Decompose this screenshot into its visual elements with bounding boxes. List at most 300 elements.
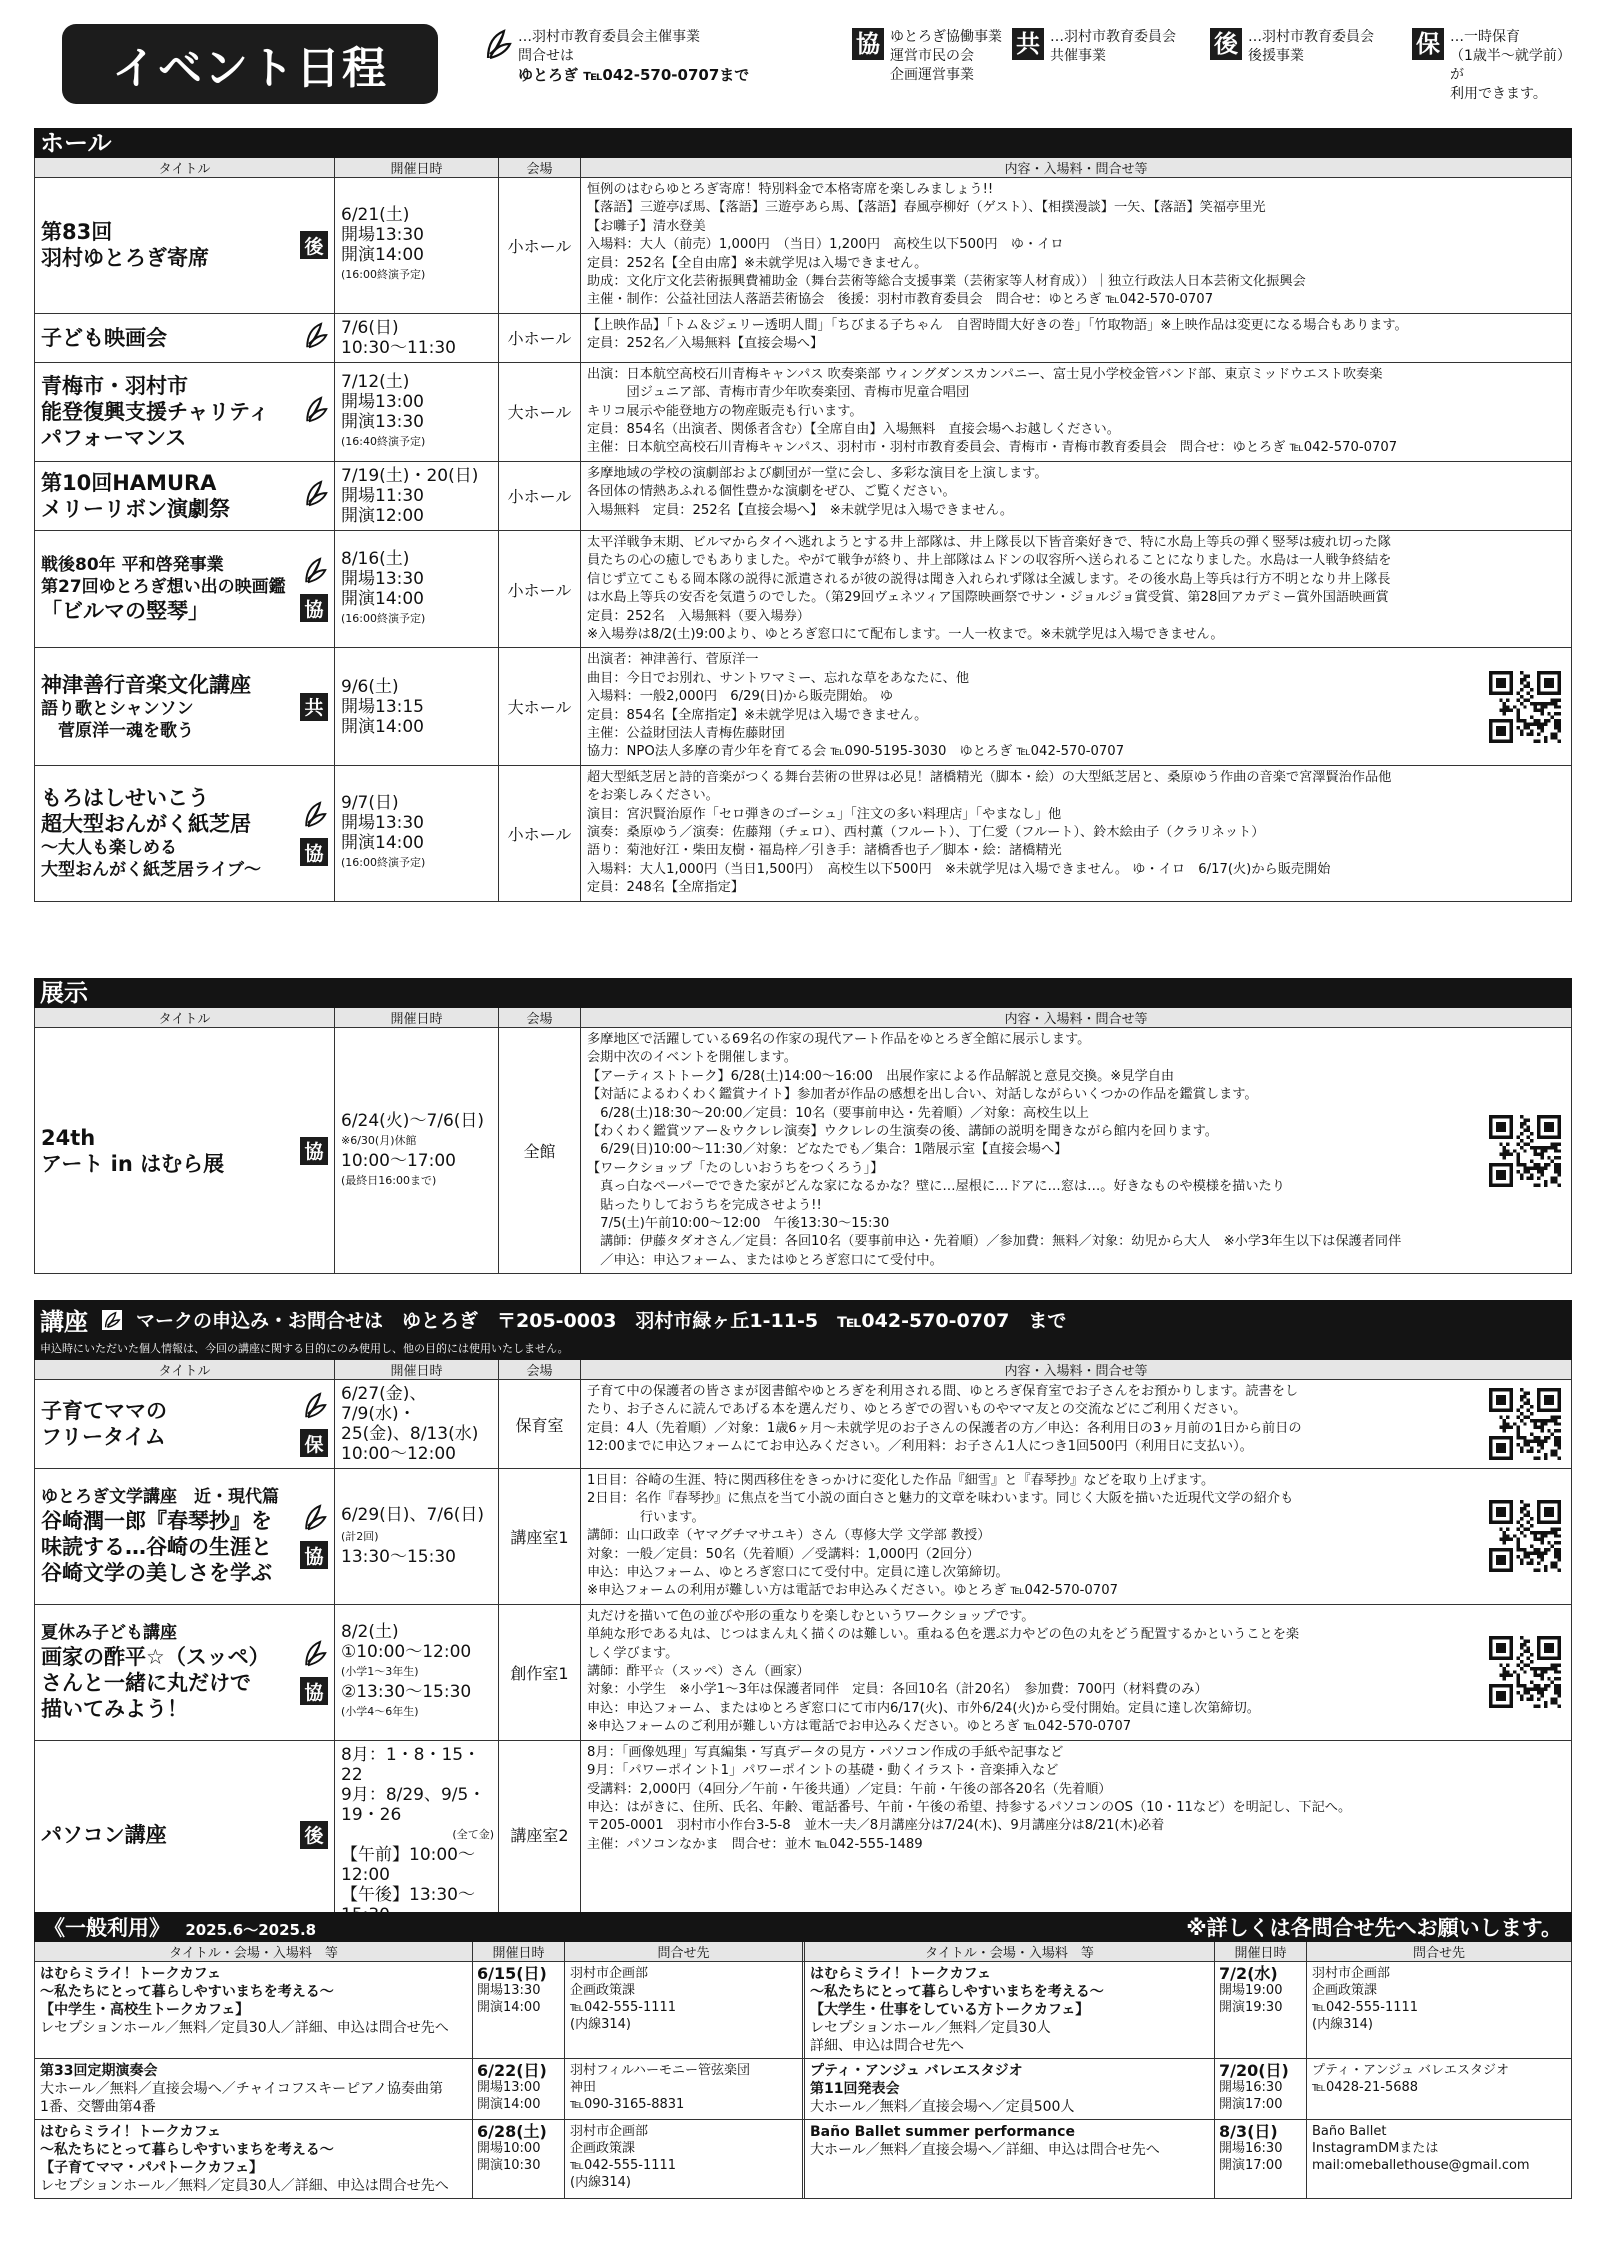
event-detail-line: 2日目：名作『春琴抄』に焦点を当て小説の面白さと魅力的文章を味わいます。同じく大阪を描いた近現代文学の紹介も	[587, 1491, 1294, 1507]
event-date-line: 開演13:30	[341, 411, 424, 432]
gu-event-time: 開演17:00	[1219, 2158, 1283, 2173]
legend-ato	[1210, 28, 1374, 66]
event-date-line: 10:30～11:30	[341, 337, 456, 358]
event-title-cell	[35, 1380, 335, 1468]
leaf-icon	[102, 1310, 122, 1330]
event-title-cell	[35, 531, 335, 647]
event-detail-line: ※申込フォームの利用が難しい方は電話でお申込みください。ゆとろぎ ℡042-570-0707	[587, 1583, 1118, 1599]
event-date-cell	[335, 178, 499, 313]
col-title: タイトル	[35, 1360, 335, 1379]
event-detail-line: 会期中次のイベントを開催します。	[587, 1050, 797, 1066]
event-venue: 小ホール	[499, 462, 581, 530]
gu-contact-line: 羽村フィルハーモニー管弦楽団	[570, 2063, 751, 2078]
event-date-note: ※6/30(月)休館	[341, 1133, 417, 1147]
event-detail-line: 申込：申込フォーム、ゆとろぎ窓口にて受付中。定員に達し次第締切。	[587, 1565, 1009, 1581]
gu-contact-cell	[1307, 2120, 1571, 2198]
gu-contact-line: ℡042-555-1111	[1312, 2000, 1419, 2015]
event-detail-line: 8月：「画像処理」写真編集・写真データの見方・パソコン作成の手紙や記事など	[587, 1744, 1064, 1760]
event-details	[581, 531, 1571, 647]
event-date-cell	[335, 462, 499, 530]
event-mark-icon: 共	[300, 693, 328, 721]
leaf-icon	[301, 800, 327, 834]
event-date-note: (小学1～3年生)	[341, 1665, 419, 1679]
event-detail-line: 行います。	[587, 1509, 705, 1525]
event-title	[41, 373, 302, 451]
event-detail-line: 出演者：神津善行、菅原洋一	[587, 652, 759, 668]
gu-contact-line: Baño Ballet	[1312, 2124, 1387, 2139]
event-title-cell	[35, 1028, 335, 1273]
general-use-note: ※詳しくは各問合せ先へお願いします。	[1186, 1916, 1562, 1940]
gu-contact-line: (内線314)	[1312, 2017, 1373, 2032]
leaf-icon	[302, 395, 328, 429]
gu-event-date-cell	[1215, 1962, 1307, 2058]
col-title: タイトル	[35, 158, 335, 177]
event-mark-icon: 後	[300, 231, 328, 259]
gu-event-date: 6/28(土)	[477, 2122, 547, 2141]
event-detail-line: 定員：252名／入場無料【直接会場へ】	[587, 336, 824, 352]
event-date-line: 8月：1・8・15・22	[341, 1744, 481, 1785]
event-date-note: (16:00終演予定)	[341, 268, 426, 282]
event-detail-line: 定員：252名 入場無料（要入場券）	[587, 608, 810, 624]
gu-event-time: 開演10:30	[477, 2158, 541, 2173]
event-detail-line: 6/29(日)10:00～11:30／対象：どなたでも／集合：1階展示室【直接会場へ】	[587, 1142, 1068, 1158]
legend-tomo-text1: …羽村市教育委員会	[1050, 29, 1176, 45]
event-detail-line: 申込：申込フォーム、またはゆとろぎ窓口にて市内6/17(火)、市外6/24(火)から受付開始。定員に達し次第締切。	[587, 1700, 1260, 1716]
event-title	[41, 1125, 300, 1177]
event-title-line: 描いてみよう！	[41, 1697, 188, 1722]
event-detail-line: 協力：NPO法人多摩の青少年を育てる会 ℡090-5195-3030 ゆとろぎ ℡042-570-0707	[587, 744, 1125, 760]
gu-event-time: 開演17:00	[1219, 2097, 1283, 2112]
legend-tomo	[1012, 28, 1176, 66]
event-detail-line: 多摩地区で活躍している69名の作家の現代アート作品をゆとろぎ全館に展示します。	[587, 1032, 1091, 1047]
event-title-sub: 菅原洋一魂を歌う	[41, 720, 194, 741]
hall-rows	[34, 178, 1572, 902]
exhibit-rows	[34, 1028, 1572, 1274]
gu-event-time: 開場19:00	[1219, 1983, 1283, 1998]
event-title-line: もろはしせいこう	[41, 786, 209, 811]
event-marks	[300, 1137, 328, 1165]
leaf-icon	[301, 1639, 327, 1673]
gu-event-date: 8/3(日)	[1219, 2122, 1278, 2141]
col-venue: 会場	[499, 1360, 581, 1379]
event-detail-line: 入場料：一般2,000円 6/29(日)から販売開始。 ゆ	[587, 689, 894, 705]
event-venue: 小ホール	[499, 314, 581, 362]
event-title-line: 画家の酢平☆（スッペ）	[41, 1645, 270, 1670]
event-details	[581, 1469, 1571, 1604]
event-detail-line: 曲目：今日でお別れ、サントワマミー、忘れな草をあなたに、他	[587, 670, 970, 686]
event-date-line: 9月：8/29、9/5・19・26	[341, 1784, 486, 1825]
event-title	[41, 1622, 300, 1722]
event-row	[34, 648, 1572, 765]
event-date-cell	[335, 1605, 499, 1740]
gu-contact-line: プティ・アンジュ バレエスタジオ	[1312, 2063, 1509, 2078]
event-title-cell	[35, 1605, 335, 1740]
event-detail-line: 定員：252名【全自由席】※未就学児は入場できません。	[587, 255, 928, 271]
gu-event-time: 開演14:00	[477, 2097, 541, 2112]
page-title: イベント日程	[62, 24, 438, 104]
event-title	[41, 785, 300, 881]
gu-contact-line: InstagramDMまたは	[1312, 2141, 1439, 2156]
event-title-cell	[35, 314, 335, 362]
event-row	[34, 363, 1572, 462]
event-detail-line: 主催・制作：公益社団法人落語芸術協会 後援：羽村市教育委員会 問合せ：ゆとろぎ ℡042-570-0707	[587, 292, 1214, 308]
legend-main	[482, 28, 749, 86]
event-row	[34, 531, 1572, 648]
legend-ato-text2: 後援事業	[1248, 48, 1304, 64]
event-venue: 小ホール	[499, 766, 581, 901]
general-use-row	[34, 1962, 1572, 2059]
event-date-note: (全て金)	[452, 1827, 494, 1841]
event-detail-line: 対象：一般／定員：50名（先着順）／受講料：1,000円（2回分）	[587, 1546, 980, 1562]
event-detail-line: 【お囃子】清水登美	[587, 218, 706, 234]
gu-event-title: 第33回定期演奏会	[40, 2063, 158, 2079]
event-venue: 保育室	[499, 1380, 581, 1468]
event-title-sub: 大型おんがく紙芝居ライブ～	[41, 860, 261, 881]
event-detail-line: 【落語】三遊亭ぽ馬、【落語】三遊亭あら馬、【落語】春風亭柳好（ゲスト）、【相撲漫談】一矢、【落語】笑福亭里光	[587, 200, 1266, 216]
event-marks	[300, 1391, 328, 1457]
event-detail-line: 9月：「パワーポイント1」パワーポイントの基礎・動くイラスト・音楽挿入など	[587, 1763, 1059, 1779]
col-content: 内容・入場料・問合せ等	[1004, 1012, 1148, 1027]
gu-contact-line: 企画政策課	[1312, 1983, 1378, 1998]
event-row	[34, 178, 1572, 314]
gu-event-title: はむらミライ！トークカフェ	[810, 1966, 991, 1982]
event-title	[41, 1486, 300, 1586]
event-title-sub: 夏休み子ども講座	[41, 1623, 177, 1644]
gu-event-title: プティ・アンジュ バレエスタジオ	[810, 2063, 1023, 2079]
gu-event-title-cell	[805, 1962, 1215, 2058]
event-detail-line: キリコ展示や能登地方の物産販売も行います。	[587, 403, 863, 419]
event-details	[581, 1741, 1571, 1929]
gu-event-date: 6/22(日)	[477, 2061, 547, 2080]
lectures-section-title: 講座	[40, 1308, 88, 1336]
gu-event-date-cell	[1215, 2120, 1307, 2198]
col-date: 開催日時	[335, 1008, 499, 1027]
event-venue: 創作室1	[499, 1605, 581, 1740]
gu-event-title: はむらミライ！トークカフェ	[40, 1966, 221, 1982]
event-date-cell	[335, 363, 499, 461]
event-detail-line: 【対話によるわくわく鑑賞ナイト】参加者が作品の感想を出し合い、対話しながらいくつかの作品を鑑賞します。	[587, 1087, 1258, 1103]
col-date: 開催日時	[335, 1360, 499, 1379]
event-details	[581, 462, 1571, 530]
event-marks	[300, 800, 328, 866]
gu-event-title: ～私たちにとって暮らしやすいまちを考える～	[810, 1984, 1104, 2000]
gu-col-contact: 問合せ先	[565, 1942, 805, 1961]
gu-event-date-cell	[473, 1962, 565, 2058]
event-title-line: 第83回	[41, 220, 113, 245]
qr-code-icon[interactable]	[1489, 1388, 1561, 1460]
gu-event-detail: 大ホール／無料／直接会場へ／チャイコフスキーピアノ協奏曲第	[40, 2081, 444, 2097]
event-title-cell	[35, 178, 335, 313]
event-detail-line: 真っ白なペーパーでできた家がどんな家になるかな？壁に…屋根に…ドアに…窓は…。好きなものや模様を描いたり	[587, 1179, 1285, 1195]
event-title-line: 超大型おんがく紙芝居	[41, 812, 251, 837]
gu-event-date-cell	[1215, 2059, 1307, 2119]
event-title-line: 子育てママの	[41, 1399, 167, 1423]
event-date-cell	[335, 1028, 499, 1273]
gu-col-contact-2: 問合せ先	[1412, 1946, 1465, 1961]
gu-event-title: 【中学生・高校生トークカフェ】	[40, 2002, 250, 2018]
gu-contact-line: 羽村市企画部	[570, 2124, 649, 2139]
event-title	[41, 1822, 300, 1848]
event-date-line: 開場13:00	[341, 391, 424, 412]
event-detail-line: 定員：4人（先着順）／対象：1歳6ヶ月～未就学児のお子さんの保護者の方／申込：各利用日の3ヶ月前の1日から前日の	[587, 1420, 1302, 1436]
event-venue: 大ホール	[499, 648, 581, 764]
event-title	[41, 672, 300, 742]
gu-col-title-2: タイトル・会場・入場料 等	[805, 1942, 1215, 1961]
gu-contact-line: 羽村市企画部	[570, 1966, 649, 1981]
qr-code-icon[interactable]	[1489, 1115, 1561, 1187]
event-row	[34, 1380, 1572, 1469]
gu-contact-line: ℡090-3165-8831	[570, 2097, 685, 2112]
event-row	[34, 1605, 1572, 1741]
event-title-line: メリーリボン演劇祭	[41, 496, 230, 521]
kyo-mark-icon: 協	[852, 28, 884, 60]
event-detail-line: 1日目：谷崎の生涯、特に関西移住をきっかけに変化した作品『細雪』と『春琴抄』などを取り上げます。	[587, 1473, 1215, 1488]
event-detail-line: 入場無料 定員：252名【直接会場へ】 ※未就学児は入場できません。	[587, 502, 1014, 518]
gu-event-time: 開場10:00	[477, 2141, 541, 2156]
hall-column-header	[34, 158, 1572, 178]
general-use-row	[34, 2120, 1572, 2199]
event-date-cell	[335, 648, 499, 764]
general-use-row	[34, 2059, 1572, 2120]
col-venue: 会場	[499, 1008, 581, 1027]
event-title-line: 能登復興支援チャリティ	[41, 399, 270, 424]
col-date: 開催日時	[335, 158, 499, 177]
legend-contact-tel: ゆとろぎ ℡042-570-0707まで	[518, 66, 750, 84]
event-details	[581, 648, 1571, 764]
qr-code-icon[interactable]	[1489, 1636, 1561, 1708]
event-date-line: 6/27(金)、7/9(水)・	[341, 1384, 427, 1424]
event-venue: 講座室1	[499, 1469, 581, 1604]
event-detail-line: 演目：宮沢賢治原作「セロ弾きのゴーシュ」「注文の多い料理店」「やまなし」他	[587, 806, 1062, 822]
event-title-sub: 語り歌とシャンソン	[41, 698, 194, 719]
event-title-line: 「ビルマの竪琴」	[41, 599, 209, 624]
event-date-line: 6/24(火)～7/6(日)	[341, 1110, 485, 1131]
event-date-line: 25(金)、8/13(水)	[341, 1424, 479, 1444]
gu-event-title: 【子育てママ・パパトークカフェ】	[40, 2160, 264, 2176]
gu-event-date-cell	[473, 2059, 565, 2119]
event-title	[41, 325, 302, 351]
gu-event-time: 開場13:30	[477, 1983, 541, 1998]
event-detail-line: 対象：小学生 ※小学1～3年は保護者同伴 定員：各回10名（計20名） 参加費：700円（材料費のみ）	[587, 1682, 1208, 1698]
event-row	[34, 462, 1572, 531]
event-detail-line: 〒205-0001 羽村市小作台3-5-8 並木一夫／8月講座分は7/24(木)、9月講座分は8/21(木)必着	[587, 1818, 1165, 1834]
event-title-cell	[35, 462, 335, 530]
gu-contact-line: ℡042-555-1111	[570, 2000, 677, 2015]
gu-col-date: 開催日時	[473, 1942, 565, 1961]
event-title-line: 味読する…谷崎の生涯と	[41, 1535, 272, 1560]
event-detail-line: 丸だけを描いて色の並びや形の重なりを楽しむというワークショップです。	[587, 1608, 1035, 1624]
event-date-line: 10:00～17:00	[341, 1150, 456, 1171]
event-detail-line: 講師：酢平☆（スッペ）さん（画家）	[587, 1664, 810, 1680]
gu-event-detail: 大ホール／無料／直接会場へ／定員500人	[810, 2099, 1075, 2115]
gu-col-title: タイトル・会場・入場料 等	[35, 1942, 473, 1961]
event-title-line: さんと一緒に丸だけで	[41, 1671, 251, 1696]
event-date-line: 開場13:30	[341, 225, 424, 246]
event-title	[41, 219, 300, 271]
leaf-icon	[301, 1391, 327, 1425]
page-header	[62, 20, 1572, 120]
event-marks	[300, 231, 328, 259]
gu-contact-line: (内線314)	[570, 2175, 631, 2190]
event-detail-line: 信じず立てこもる岡本隊の説得に派遣されるが彼の説得は聞き入れられず隊は全滅します。その後水島上等兵は行方不明となり井上隊長	[587, 571, 1391, 587]
event-detail-line: 入場料：大人1,000円（当日1,500円） 高校生以下500円 ※未就学児は入場できません。 ゆ・イロ 6/17(火)から販売開始	[587, 861, 1331, 877]
gu-event-date: 6/15(日)	[477, 1964, 547, 1983]
gu-contact-line: (内線314)	[570, 2017, 631, 2032]
gu-contact-cell	[1307, 1962, 1571, 2058]
event-venue: 講座室2	[499, 1741, 581, 1929]
gu-contact-cell	[565, 2059, 805, 2119]
gu-event-date: 7/2(水)	[1219, 1964, 1278, 1983]
event-marks	[302, 479, 328, 513]
event-detail-line: 単純な形である丸は、じつはまん丸く描くのは難しい。重ねる色を選ぶ力やどの色の丸をどう配置するかということを楽	[587, 1627, 1300, 1643]
event-date-line: 7/6(日)	[341, 317, 399, 338]
event-detail-line: 入場料：大人（前売）1,000円 （当日）1,200円 高校生以下500円 ゆ・イロ	[587, 237, 1064, 253]
event-detail-line: 講師：伊藤タダオさん／定員：各回10名（要事前申込・先着順）／参加費：無料／対象：幼児から大人 ※小学3年生以下は保護者同伴	[587, 1234, 1402, 1250]
event-marks	[300, 1821, 328, 1849]
gu-contact-cell	[1307, 2059, 1571, 2119]
gu-contact-line: ℡0428-21-5688	[1312, 2080, 1419, 2095]
gu-event-detail: レセプションホール／無料／定員30人／詳細、申込は問合せ先へ	[40, 2178, 449, 2194]
qr-code-icon[interactable]	[1489, 1500, 1561, 1572]
event-title-line: アート in はむら展	[41, 1151, 225, 1176]
legend-ato-text1: …羽村市教育委員会	[1248, 29, 1374, 45]
event-date-line: 開場13:30	[341, 813, 424, 834]
event-detail-line: ※入場券は8/2(土)9:00より、ゆとろぎ窓口にて配布します。一人一枚まで。※未就学児は入場できません。	[587, 626, 1224, 642]
event-detail-line: 主催：日本航空高校石川青梅キャンパス、羽村市・羽村市教育委員会、青梅市・青梅市教育委員会 問合せ：ゆとろぎ ℡042-570-0707	[587, 440, 1398, 456]
gu-contact-cell	[565, 2120, 805, 2198]
event-details	[581, 314, 1571, 362]
legend-ho-text3: 利用できます。	[1450, 86, 1547, 102]
event-date-line: 開場13:30	[341, 569, 424, 590]
hall-section	[34, 128, 1572, 902]
event-detail-line: をお楽しみください。	[587, 788, 719, 804]
event-detail-line: 【上映作品】「トム＆ジェリー透明人間」「ちびまる子ちゃん 自習時間大好きの巻」「竹取物語」※上映作品は変更になる場合もあります。	[587, 317, 1408, 333]
lectures-column-header	[34, 1360, 1572, 1380]
legend-contact-text: 問合せは	[518, 48, 574, 64]
event-title-line: 羽村ゆとろぎ寄席	[41, 246, 209, 271]
event-details	[581, 178, 1571, 313]
event-detail-line: 12:00までに申込フォームにてお申込みください。／利用料：お子さん1人につき1回500円（利用日に支払い）。	[587, 1439, 1253, 1455]
event-title-cell	[35, 766, 335, 901]
gu-event-detail: 1番、交響曲第4番	[40, 2099, 156, 2115]
event-title-line: 第10回HAMURA	[41, 470, 217, 495]
event-date-note: (16:00終演予定)	[341, 856, 426, 870]
legend-kyo-text2: 運営市民の会	[890, 48, 974, 64]
event-date-note: (小学4～6年生)	[341, 1705, 419, 1719]
gu-event-detail: レセプションホール／無料／定員30人	[810, 2020, 1051, 2036]
event-title-line: パソコン講座	[41, 1822, 167, 1847]
event-detail-line: 多摩地域の学校の演劇部および劇団が一堂に会し、多彩な演目を上演します。	[587, 465, 1048, 481]
general-use-column-header	[34, 1942, 1572, 1962]
event-details	[581, 1605, 1571, 1740]
gu-event-title: はむらミライ！トークカフェ	[40, 2124, 221, 2140]
event-title	[41, 554, 300, 624]
event-title-line: 谷崎文学の美しさを学ぶ	[41, 1561, 272, 1586]
event-date-line: 8/16(土)	[341, 549, 410, 570]
event-detail-line: は水島上等兵の安否を気遣うのでした。（第29回ヴェネツィア国際映画祭でサン・ジョルジョ賞受賞、第28回アカデミー賞外国語映画賞	[587, 590, 1389, 606]
event-detail-line: ※申込フォームのご利用が難しい方は電話でお申込みください。ゆとろぎ ℡042-570-0707	[587, 1719, 1132, 1735]
event-date-line: 10:00～12:00	[341, 1444, 456, 1464]
event-detail-line: 団ジュニア部、青梅市青少年吹奏楽団、青梅市児童合唱団	[587, 385, 970, 401]
exhibit-section-title: 展示	[34, 978, 1572, 1008]
qr-code-icon[interactable]	[1489, 671, 1561, 743]
gu-contact-line: 羽村市企画部	[1312, 1966, 1391, 1981]
event-title-cell	[35, 1741, 335, 1929]
event-title-line: フリータイム	[41, 1425, 166, 1449]
event-mark-icon: 後	[300, 1821, 328, 1849]
event-details	[581, 363, 1571, 461]
event-date-line: 開演14:00	[341, 589, 424, 610]
event-detail-line: 主催：公益財団法人青梅佐藤財団	[587, 725, 785, 741]
leaf-icon	[301, 1503, 327, 1537]
gu-event-time: 開演14:00	[477, 2000, 541, 2015]
event-date-line: 開場13:15	[341, 696, 424, 717]
gu-event-time: 開場16:30	[1219, 2080, 1283, 2095]
legend-kyo	[852, 28, 1002, 85]
event-title-cell	[35, 648, 335, 764]
privacy-note: 申込時にいただいた個人情報は、今回の講座に関する目的にのみ使用し、他の目的には使用いたしません。	[40, 1342, 569, 1355]
event-title-line: 神津善行音楽文化講座	[41, 672, 251, 697]
col-content: 内容・入場料・問合せ等	[1004, 162, 1148, 177]
gu-event-title: ～私たちにとって暮らしやすいまちを考える～	[40, 1984, 334, 2000]
event-row	[34, 1741, 1572, 1930]
gu-event-title-cell	[35, 2120, 473, 2198]
leaf-icon	[482, 28, 512, 62]
gu-event-title-cell	[805, 2059, 1215, 2119]
tomo-mark-icon: 共	[1012, 28, 1044, 60]
event-date-note: (計2回)	[341, 1530, 379, 1544]
legend-kyo-text1: ゆとろぎ協働事業	[890, 29, 1002, 45]
event-marks	[300, 1639, 328, 1705]
event-detail-line: 6/28(土)18:30～20:00／定員：10名（要事前申込・先着順）／対象：高校生以上	[587, 1105, 1089, 1121]
event-detail-line: 定員：854名（出演者、関係者含む）【全席自由】入場無料 直接会場へお越しください。	[587, 422, 1120, 438]
event-date-line: 開演12:00	[341, 505, 424, 526]
general-use-period: 2025.6～2025.8	[185, 1921, 317, 1939]
event-detail-line: 定員：854名【全席指定】※未就学児は入場できません。	[587, 707, 928, 723]
event-date-cell	[335, 1741, 499, 1929]
event-title-line: 青梅市・羽村市	[41, 373, 188, 398]
event-detail-line: 語り：菊池好江・柴田友樹・福島梓／引き手：諸橋香也子／脚本・絵：諸橋精光	[587, 843, 1062, 859]
event-detail-line: 太平洋戦争末期、ビルマからタイへ逃れようとする井上部隊は、井上隊長以下皆音楽好きで、特に水島上等兵の弾く竪琴は疲れ切った隊	[587, 534, 1391, 550]
col-title: タイトル	[35, 1008, 335, 1027]
event-detail-line: 超大型紙芝居と詩的音楽がつくる舞台芸術の世界は必見！諸橋精光（脚本・絵）の大型紙芝居と、桑原ゆう作曲の音楽で宮澤賢治作品他	[587, 769, 1392, 785]
event-date-line: 8/2(土)	[341, 1622, 399, 1643]
event-date-cell	[335, 766, 499, 901]
event-detail-line: 演奏：桑原ゆう／演奏：佐藤翔（チェロ）、西村薫（フルート）、丁仁愛（フルート）、鈴木絵由子（クラリネット）	[587, 824, 1265, 840]
event-date-line: 6/29(日)、7/6(日)(計2回)	[341, 1505, 485, 1544]
event-date-line: ①10:00～12:00	[341, 1642, 472, 1663]
event-venue: 小ホール	[499, 531, 581, 647]
gu-contact-cell	[565, 1962, 805, 2058]
general-use-bar	[34, 1912, 1572, 1942]
gu-event-detail: 詳細、申込は問合せ先へ	[810, 2038, 964, 2054]
event-detail-line: 講師：山口政幸（ヤマグチマサユキ）さん（専修大学 文学部 教授）	[587, 1528, 991, 1544]
gu-event-title: 【大学生・仕事をしている方トークカフェ】	[810, 2002, 1090, 2018]
event-marks	[300, 1503, 328, 1569]
event-detail-line: たり、お子さんに読んであげる本を選んだり、ゆとろぎでの習いものやママ友との交流などにご利用ください。	[587, 1402, 1247, 1418]
leaf-icon	[302, 479, 328, 513]
event-detail-line: 受講料：2,000円（4回分／午前・午後共通）／定員：午前・午後の部各20名（先着順）	[587, 1781, 1112, 1797]
lecture-rows	[34, 1380, 1572, 1930]
event-date-line: 開演14:00	[341, 716, 424, 737]
gu-contact-line: 企画政策課	[570, 1983, 636, 1998]
event-title-line: 谷崎潤一郎『春琴抄』を	[41, 1509, 272, 1534]
event-detail-line: しく学びます。	[587, 1645, 679, 1661]
ho-mark-icon: 保	[1412, 28, 1444, 60]
gu-event-title-cell	[35, 1962, 473, 2058]
legend-main-text: …羽村市教育委員会主催事業	[518, 29, 700, 45]
event-detail-line: 出演：日本航空高校石川青梅キャンパス 吹奏楽部 ウィングダンスカンパニー、富士見小学校金管バンド部、東京ミッドウエスト吹奏楽	[587, 366, 1383, 382]
